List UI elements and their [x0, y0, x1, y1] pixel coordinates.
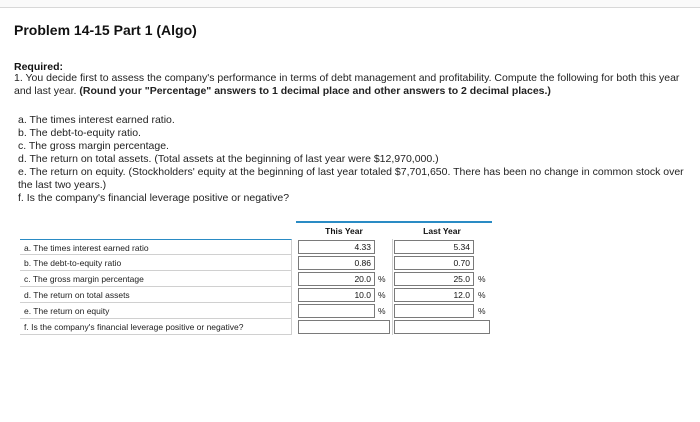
row-label-times-interest: a. The times interest earned ratio — [20, 239, 292, 255]
requirement-item: c. The gross margin percentage. — [18, 140, 169, 152]
this-year-times-interest-input[interactable] — [298, 240, 375, 254]
this-year-return-equity-input[interactable] — [298, 304, 375, 318]
required-heading: Required: — [14, 61, 64, 73]
last-year-debt-equity-input[interactable] — [394, 256, 474, 270]
percent-sign: % — [378, 290, 386, 300]
instruction-rounding: (Round your "Percentage" answers to 1 decimal place and other answers to 2 decimal places.) — [79, 85, 551, 97]
row-label-debt-equity: b. The debt-to-equity ratio — [20, 255, 292, 271]
requirement-item: b. The debt-to-equity ratio. — [18, 127, 141, 139]
header-this-year: This Year — [296, 221, 392, 239]
percent-sign: % — [378, 306, 386, 316]
this-year-debt-equity-input[interactable] — [298, 256, 375, 270]
row-label-return-assets: d. The return on total assets — [20, 287, 292, 303]
top-bar — [0, 0, 700, 8]
percent-sign: % — [478, 306, 486, 316]
requirement-item: d. The return on total assets. (Total assets at the beginning of last year were $12,970,000.) — [18, 153, 439, 165]
problem-title: Problem 14-15 Part 1 (Algo) — [14, 22, 197, 38]
requirement-item: f. Is the company's financial leverage positive or negative? — [18, 192, 290, 204]
column-divider — [392, 239, 393, 335]
row-label-gross-margin: c. The gross margin percentage — [20, 271, 292, 287]
last-year-return-equity-input[interactable] — [394, 304, 474, 318]
percent-sign: % — [478, 290, 486, 300]
row-label-return-equity: e. The return on equity — [20, 303, 292, 319]
last-year-financial-leverage-input[interactable] — [394, 320, 490, 334]
requirement-item: a. The times interest earned ratio. — [18, 114, 175, 126]
instruction-main: 1. You decide first to assess the company's performance in terms of debt management and profitability. Compute the following for both this year and last year. — [14, 72, 680, 97]
header-last-year: Last Year — [392, 221, 492, 239]
last-year-times-interest-input[interactable] — [394, 240, 474, 254]
this-year-gross-margin-input[interactable] — [298, 272, 375, 286]
this-year-financial-leverage-input[interactable] — [298, 320, 390, 334]
requirements-list — [18, 114, 693, 205]
instructions — [14, 72, 694, 98]
last-year-gross-margin-input[interactable] — [394, 272, 474, 286]
requirement-item: e. The return on equity. (Stockholders' equity at the beginning of last year totaled $7,701,650. There has been no change in common stock over the last two years.) — [18, 166, 684, 191]
percent-sign: % — [478, 274, 486, 284]
row-label-financial-leverage: f. Is the company's financial leverage positive or negative? — [20, 319, 292, 335]
this-year-return-assets-input[interactable] — [298, 288, 375, 302]
percent-sign: % — [378, 274, 386, 284]
last-year-return-assets-input[interactable] — [394, 288, 474, 302]
